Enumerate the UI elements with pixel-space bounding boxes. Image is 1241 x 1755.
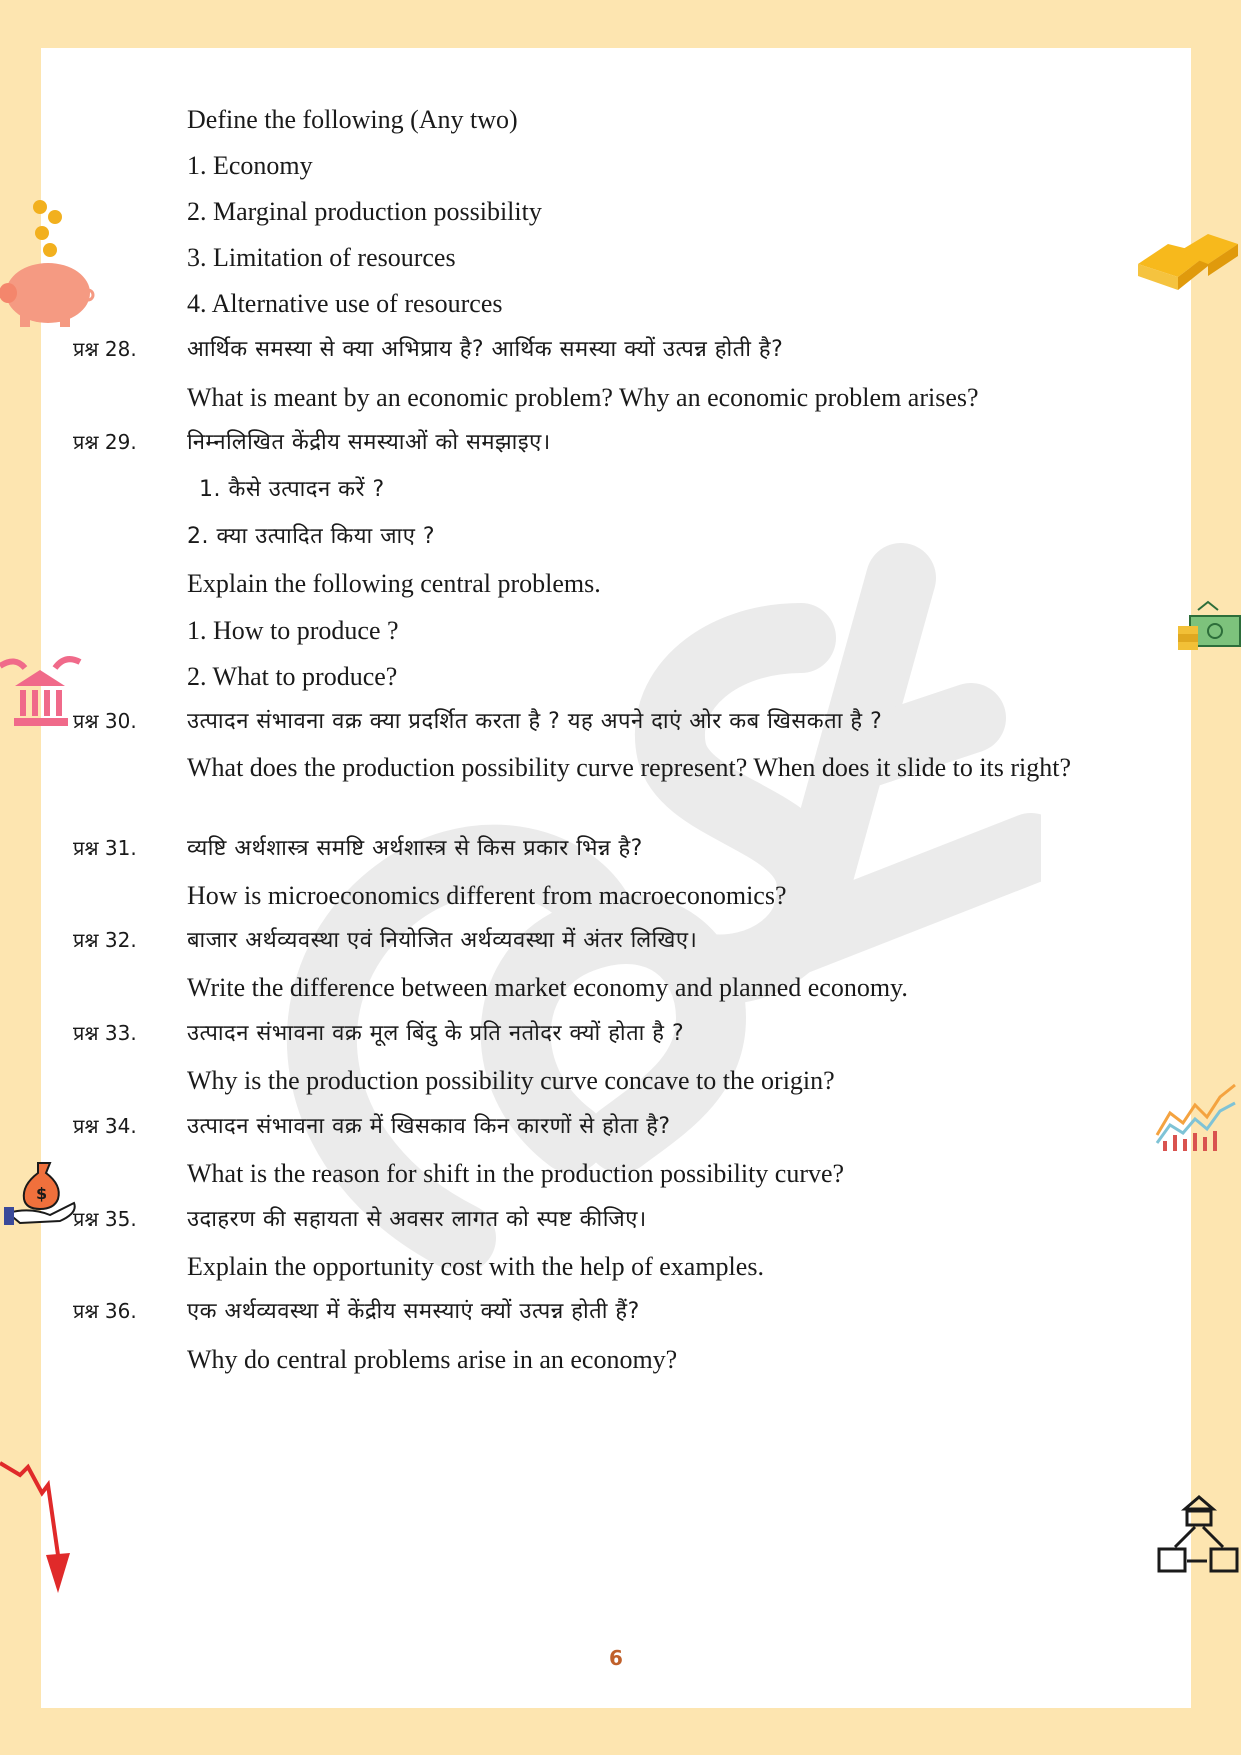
question-english: What is meant by an economic problem? Why an economic problem arises? (187, 383, 979, 412)
question-label: प्रश्न 36. (73, 1299, 137, 1323)
intro-item: 1. Economy (187, 151, 313, 180)
question-label: प्रश्न 28. (73, 337, 137, 361)
question-english: Why is the production possibility curve concave to the origin? (187, 1066, 835, 1095)
question-hindi: निम्नलिखित केंद्रीय समस्याओं को समझाइए। (187, 430, 551, 455)
question-hindi: उत्पादन संभावना वक्र में खिसकाव किन कारणों से होता है? (187, 1114, 671, 1139)
question-label: प्रश्न 32. (73, 928, 137, 952)
question-hindi: उदाहरण की सहायता से अवसर लागत को स्पष्ट कीजिए। (187, 1207, 647, 1232)
question-hindi: व्यष्टि अर्थशास्त्र समष्टि अर्थशास्त्र से किस प्रकार भिन्न है? (187, 836, 643, 861)
growth-chart-icon (1155, 1075, 1241, 1155)
question-label: प्रश्न 29. (73, 430, 137, 454)
question-hindi: उत्पादन संभावना वक्र क्या प्रदर्शित करता है ? यह अपने दाएं ओर कब खिसकता है ? (187, 709, 883, 734)
question-english: What does the production possibility curve represent? When does it slide to its right? (187, 753, 1072, 782)
bank-hands-icon (0, 652, 85, 732)
question-hindi: आर्थिक समस्या से क्या अभिप्राय है? आर्थिक समस्या क्यों उत्पन्न होती है? (187, 337, 784, 362)
question-english-item: 1. How to produce ? (187, 616, 399, 645)
question-hindi: बाजार अर्थव्यवस्था एवं नियोजित अर्थव्यवस्था में अंतर लिखिए। (187, 928, 698, 953)
intro-heading: Define the following (Any two) (187, 105, 518, 134)
document-page (41, 48, 1191, 1708)
question-hindi-item: 2. क्या उत्पादित किया जाए ? (187, 524, 436, 549)
intro-item: 3. Limitation of resources (187, 243, 456, 272)
page-number: 6 (609, 1646, 623, 1670)
question-english: Explain the opportunity cost with the help of examples. (187, 1252, 764, 1281)
gold-bars-icon (1138, 232, 1241, 297)
question-hindi-item: 1. कैसे उत्पादन करें ? (199, 477, 385, 502)
falling-arrow-icon (0, 1445, 75, 1595)
question-english: What is the reason for shift in the production possibility curve? (187, 1159, 845, 1188)
question-english-item: 2. What to produce? (187, 662, 398, 691)
money-stack-icon (1178, 600, 1241, 660)
question-hindi: एक अर्थव्यवस्था में केंद्रीय समस्याएं क्यों उत्पन्न होती हैं? (187, 1299, 640, 1324)
question-english: How is microeconomics different from macroeconomics? (187, 881, 787, 910)
bank-network-icon (1155, 1495, 1241, 1575)
question-label: प्रश्न 31. (73, 836, 137, 860)
question-hindi: उत्पादन संभावना वक्र मूल बिंदु के प्रति नतोदर क्यों होता है ? (187, 1021, 685, 1046)
money-bag-hand-icon (0, 1155, 78, 1225)
question-label: प्रश्न 34. (73, 1114, 137, 1138)
question-label: प्रश्न 35. (73, 1207, 137, 1231)
piggy-bank-icon (0, 195, 100, 330)
intro-item: 2. Marginal production possibility (187, 197, 542, 226)
intro-item: 4. Alternative use of resources (187, 289, 503, 318)
question-english: Write the difference between market economy and planned economy. (187, 973, 908, 1002)
svg-text:$: $ (36, 1184, 48, 1203)
question-english: Why do central problems arise in an economy? (187, 1345, 678, 1374)
question-label: प्रश्न 33. (73, 1021, 137, 1045)
question-label: प्रश्न 30. (73, 709, 137, 733)
question-english: Explain the following central problems. (187, 569, 601, 598)
